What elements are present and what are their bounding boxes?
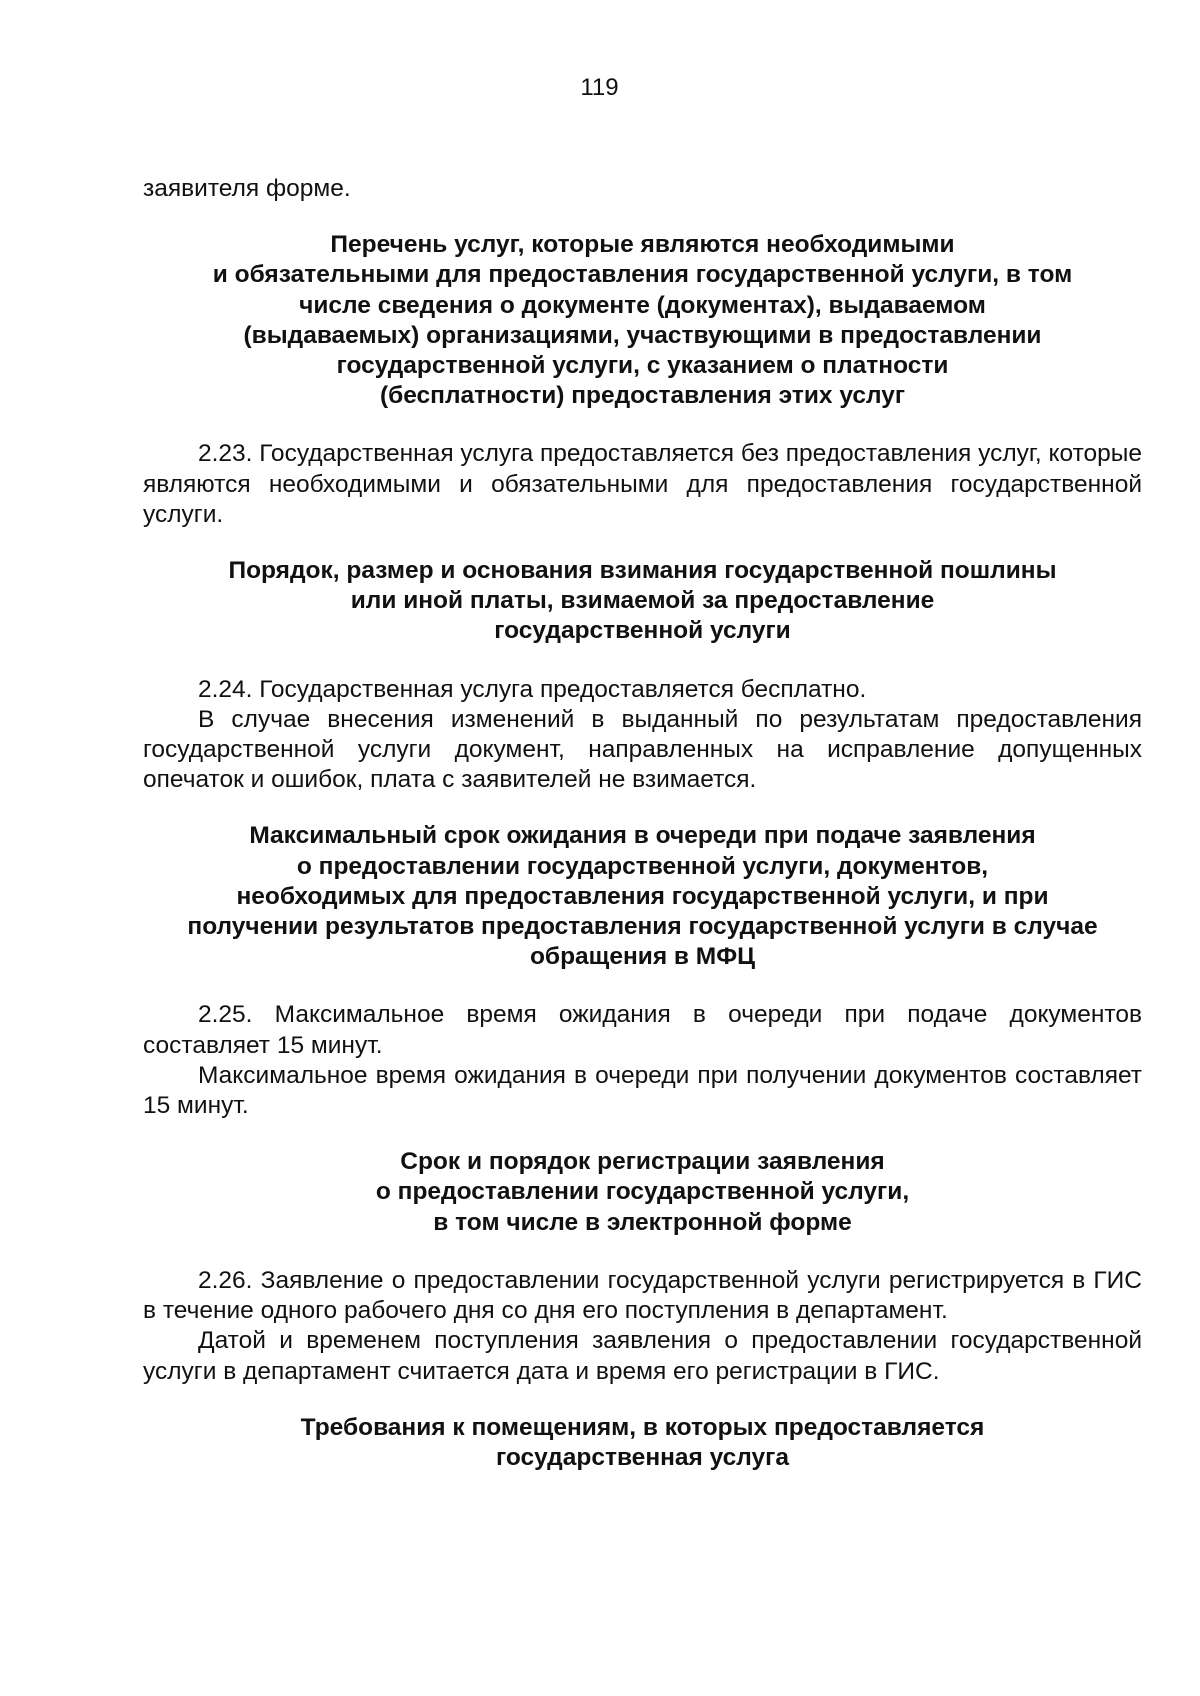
opening-text: заявителя форме. xyxy=(143,175,351,202)
heading-line: (бесплатности) предоставления этих услуг xyxy=(379,382,906,410)
paragraph-2-23: 2.23. Государственная услуга предоставляется без предоставления услуг, которые являются необходимыми и обязательными для предоставления государственной услуги. xyxy=(143,440,1142,528)
section-heading-registration xyxy=(143,1147,1142,1238)
document-body xyxy=(143,174,1142,1473)
heading-line: получении результатов предоставления государственной услуги в случае xyxy=(187,913,1098,941)
paragraph-2-24-continued: В случае внесения изменений в выданный по результатам предоставления государственной услуги документ, направленных на исправление допущенных опечаток и ошибок, плата с заявителей не взимается. xyxy=(143,705,1142,794)
heading-line: и обязательными для предоставления государственной услуги, в том xyxy=(212,261,1073,289)
heading-line: в том числе в электронной форме xyxy=(433,1208,852,1236)
heading-line: Порядок, размер и основания взимания государственной пошлины xyxy=(228,557,1057,585)
heading-line: о предоставлении государственной услуги, xyxy=(375,1178,910,1206)
section-heading-fee xyxy=(143,556,1142,647)
heading-line: или иной платы, взимаемой за предоставление xyxy=(350,587,935,615)
paragraph-2-24: 2.24. Государственная услуга предоставляется бесплатно. xyxy=(198,675,867,703)
heading-line: о предоставлении государственной услуги, документов, xyxy=(296,852,989,880)
paragraph-2-26: 2.26. Заявление о предоставлении государственной услуги регистрируется в ГИС в течение одного рабочего дня со дня его поступления в департамент. xyxy=(143,1266,1142,1325)
paragraph-2-25: 2.25. Максимальное время ожидания в очереди при подаче документов составляет 15 минут. xyxy=(143,1001,1142,1059)
section-heading-queue-time xyxy=(143,821,1142,972)
heading-line: государственная услуга xyxy=(496,1443,789,1471)
heading-line: (выдаваемых) организациями, участвующими в предоставлении xyxy=(243,321,1042,349)
heading-line: государственной услуги, с указанием о платности xyxy=(336,352,949,380)
heading-line: Максимальный срок ожидания в очереди при подаче заявления xyxy=(249,822,1036,850)
heading-line: Срок и порядок регистрации заявления xyxy=(400,1148,885,1176)
section-heading-services-list xyxy=(143,230,1142,411)
heading-line: Перечень услуг, которые являются необходимыми xyxy=(330,231,955,259)
heading-line: числе сведения о документе (документах), выдаваемом xyxy=(299,291,986,319)
section-heading-premises xyxy=(143,1413,1142,1473)
paragraph-2-26-continued: Датой и временем поступления заявления о предоставлении государственной услуги в департамент считается дата и время его регистрации в ГИС. xyxy=(143,1327,1142,1385)
heading-line: необходимых для предоставления государственной услуги, и при xyxy=(236,882,1049,910)
paragraph-2-25-continued: Максимальное время ожидания в очереди при получении документов составляет 15 минут. xyxy=(143,1061,1142,1120)
heading-line: Требования к помещениям, в которых предоставляется xyxy=(300,1413,985,1441)
heading-line: государственной услуги xyxy=(494,617,791,645)
heading-line: обращения в МФЦ xyxy=(529,943,756,971)
page-number: 119 xyxy=(580,74,619,101)
